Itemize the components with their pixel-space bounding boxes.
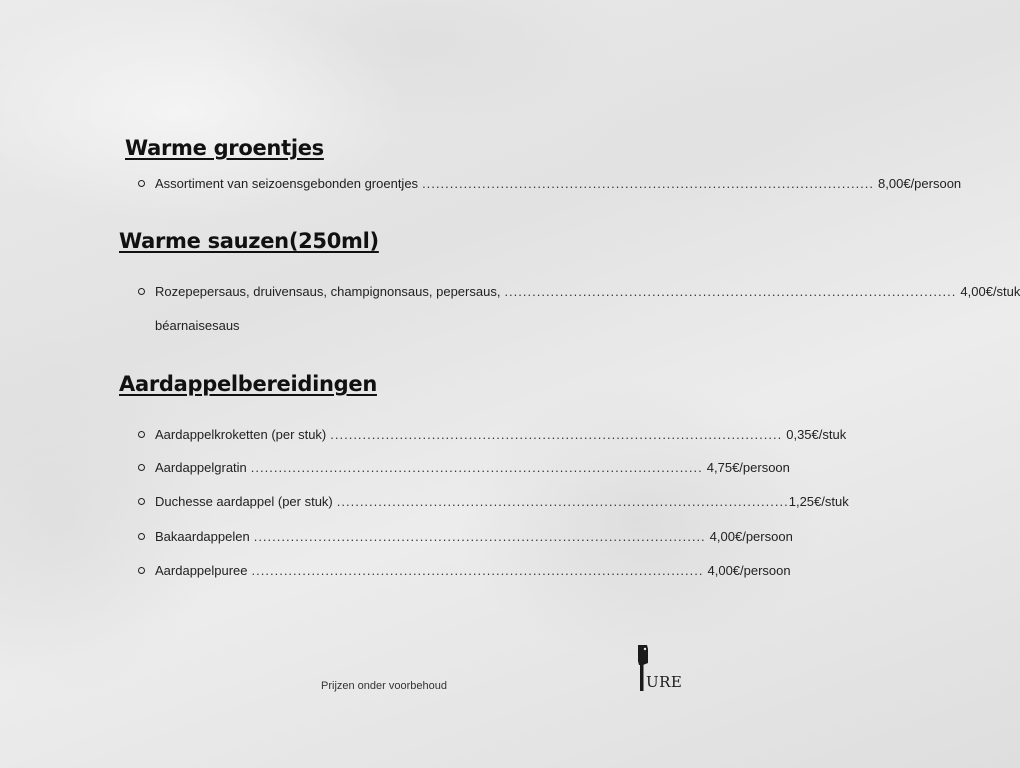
bullet-icon	[138, 288, 145, 295]
menu-item-continuation: béarnaisesaus	[155, 318, 240, 333]
section-title-warme-groentjes: Warme groentjes	[125, 136, 324, 160]
menu-item-price: 1,25€/stuk	[788, 494, 849, 509]
pure-logo	[636, 643, 696, 693]
menu-item	[138, 427, 847, 443]
menu-item-name: Bakaardappelen	[155, 529, 250, 544]
menu-item-name: Aardappelkroketten (per stuk)	[155, 427, 327, 442]
dot-leader: ..................................................................................................	[250, 460, 703, 475]
menu-item-price: 4,00€/stuk	[960, 284, 1020, 299]
dot-leader: ..................................................................................................	[251, 563, 704, 578]
bullet-icon	[138, 180, 145, 187]
menu-item-name: Aardappelgratin	[155, 460, 247, 475]
menu-item	[138, 529, 793, 545]
bullet-icon	[138, 464, 145, 471]
price-disclaimer: Prijzen onder voorbehoud	[321, 680, 447, 692]
dot-leader: ..................................................................................................	[253, 529, 706, 544]
menu-item	[138, 563, 791, 579]
section-title-aardappelbereidingen: Aardappelbereidingen	[119, 372, 377, 396]
bullet-icon	[138, 567, 145, 574]
menu-item-price: 4,00€/persoon	[707, 563, 791, 578]
menu-item	[138, 460, 790, 476]
logo-text: URE	[646, 673, 683, 691]
bullet-icon	[138, 533, 145, 540]
dot-leader: ..................................................................................................	[330, 427, 783, 442]
dot-leader: ..................................................................................................	[422, 176, 875, 191]
menu-item-name: Duchesse aardappel (per stuk)	[155, 494, 333, 509]
menu-item-price: 8,00€/persoon	[878, 176, 962, 191]
menu-item	[138, 494, 849, 510]
section-title-warme-sauzen: Warme sauzen(250ml)	[119, 229, 379, 253]
menu-item-price: 4,00€/persoon	[709, 529, 793, 544]
menu-item-price: 0,35€/stuk	[786, 427, 847, 442]
menu-item	[138, 284, 1020, 300]
dot-leader: ..................................................................................................	[504, 284, 957, 299]
bullet-icon	[138, 498, 145, 505]
menu-item-price: 4,75€/persoon	[706, 460, 790, 475]
bullet-icon	[138, 431, 145, 438]
dot-leader: ..................................................................................................	[336, 494, 789, 509]
menu-item	[138, 176, 962, 192]
menu-item-name: Aardappelpuree	[155, 563, 248, 578]
menu-item-name: Assortiment van seizoensgebonden groentjes	[155, 176, 419, 191]
menu-item-name: Rozepepersaus, druivensaus, champignonsaus, pepersaus,	[155, 284, 501, 299]
